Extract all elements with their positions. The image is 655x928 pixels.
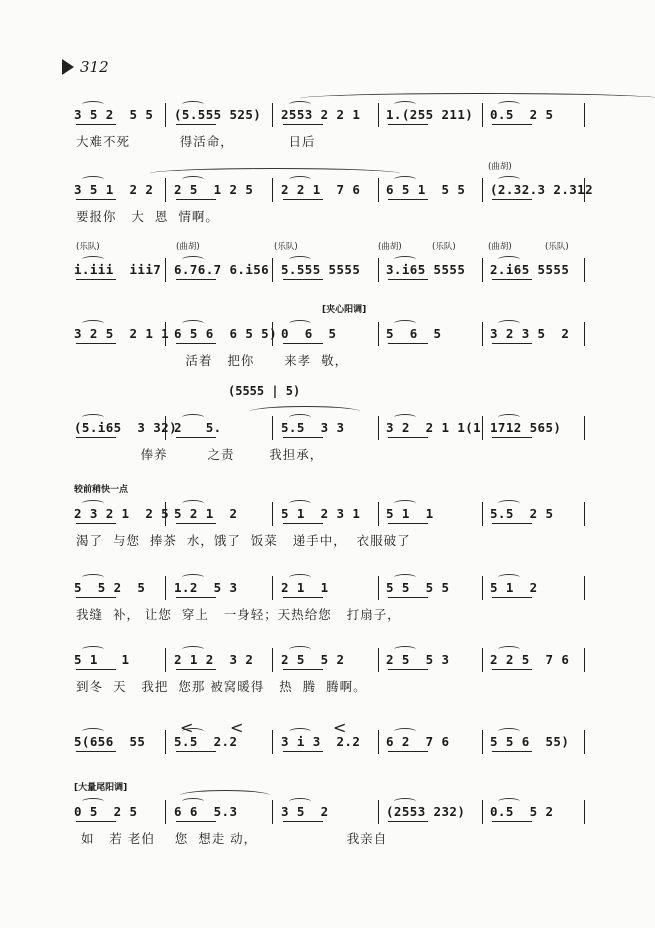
section-marker: 较前稍快一点 bbox=[74, 485, 129, 495]
section-marker: [大量尾阳调] bbox=[74, 783, 128, 793]
slur-mark bbox=[82, 500, 104, 507]
beam-underline bbox=[492, 124, 532, 125]
beam-underline bbox=[388, 343, 428, 344]
slur-mark bbox=[498, 414, 520, 421]
barline bbox=[378, 103, 379, 127]
slur-mark bbox=[289, 500, 311, 507]
measure: 5 1 2 3 1 bbox=[281, 506, 361, 521]
barline bbox=[584, 103, 585, 127]
score-system bbox=[0, 783, 655, 850]
slur-mark bbox=[498, 320, 520, 327]
measure: 2 5 5 2 bbox=[281, 652, 345, 667]
measure: 3 2 3 5 2 bbox=[490, 326, 570, 341]
slur-mark bbox=[498, 500, 520, 507]
measure: 2 3 2 1 2 5 bbox=[74, 506, 170, 521]
lyric-line: 我缝 补， 让您 穿上 一身轻；天热给您 打扇子， bbox=[76, 607, 401, 622]
slur-mark bbox=[82, 646, 104, 653]
barline bbox=[482, 648, 483, 672]
beam-underline bbox=[283, 821, 323, 822]
score-system bbox=[0, 485, 655, 552]
beam-underline bbox=[388, 279, 428, 280]
slur-mark bbox=[289, 574, 311, 581]
measure: 2 5 1 2 5 bbox=[174, 182, 254, 197]
beam-underline bbox=[176, 199, 216, 200]
beam-underline bbox=[76, 523, 116, 524]
barline bbox=[584, 416, 585, 440]
score-system bbox=[0, 242, 655, 308]
beam-underline bbox=[492, 751, 532, 752]
barline bbox=[272, 800, 273, 824]
barline bbox=[165, 322, 166, 346]
barline bbox=[378, 502, 379, 526]
beam-underline bbox=[492, 199, 532, 200]
slur-mark bbox=[394, 728, 416, 735]
barline bbox=[482, 103, 483, 127]
beam-underline bbox=[388, 124, 428, 125]
arrow-icon bbox=[62, 59, 74, 75]
beam-underline bbox=[76, 199, 116, 200]
instrument-cue: (曲胡) bbox=[488, 162, 512, 172]
barline bbox=[272, 730, 273, 754]
measure: 5 1 1 bbox=[74, 652, 130, 667]
barline bbox=[378, 648, 379, 672]
slur-mark bbox=[289, 728, 311, 735]
score-system bbox=[0, 103, 655, 153]
slur-mark bbox=[394, 798, 416, 805]
measure: 3 5 2 bbox=[281, 804, 329, 819]
barline bbox=[378, 576, 379, 600]
measure: 2.i65 5555 bbox=[490, 262, 570, 277]
beam-underline bbox=[283, 751, 323, 752]
slur-mark bbox=[82, 176, 104, 183]
measure: 3 2 5 2 1 1 bbox=[74, 326, 170, 341]
barline bbox=[482, 258, 483, 282]
score-system bbox=[0, 576, 655, 626]
barline bbox=[378, 800, 379, 824]
barline bbox=[584, 576, 585, 600]
barline bbox=[584, 648, 585, 672]
barline bbox=[272, 576, 273, 600]
slur-mark bbox=[182, 320, 204, 327]
beam-underline bbox=[283, 279, 323, 280]
beam-underline bbox=[492, 523, 532, 524]
barline bbox=[584, 502, 585, 526]
barline bbox=[165, 178, 166, 202]
beam-underline bbox=[283, 597, 323, 598]
slur-mark bbox=[498, 574, 520, 581]
barline bbox=[378, 322, 379, 346]
measure: 6 5 6 6 5 5) bbox=[174, 326, 278, 341]
slur-mark bbox=[182, 646, 204, 653]
measure: 1.2 5 3 bbox=[174, 580, 238, 595]
barline bbox=[165, 258, 166, 282]
score-system bbox=[0, 384, 655, 466]
barline bbox=[165, 416, 166, 440]
slur-mark bbox=[498, 798, 520, 805]
instrument-cue: (乐队) bbox=[545, 242, 569, 252]
phrase-slur bbox=[250, 406, 360, 417]
barline bbox=[584, 322, 585, 346]
beam-underline bbox=[388, 669, 428, 670]
instrument-cue: < bbox=[230, 718, 244, 737]
page-header bbox=[62, 58, 109, 76]
measure: 6 6 5.3 bbox=[174, 804, 238, 819]
measure: 0 5 2 5 bbox=[74, 804, 138, 819]
page-number: 312 bbox=[80, 58, 109, 76]
beam-underline bbox=[283, 124, 323, 125]
beam-underline bbox=[388, 821, 428, 822]
barline bbox=[482, 576, 483, 600]
beam-underline bbox=[492, 343, 532, 344]
slur-mark bbox=[182, 414, 204, 421]
slur-mark bbox=[289, 256, 311, 263]
beam-underline bbox=[176, 597, 216, 598]
barline bbox=[482, 322, 483, 346]
slur-mark bbox=[82, 414, 104, 421]
beam-underline bbox=[176, 279, 216, 280]
measure: 2 5. bbox=[174, 420, 222, 435]
measure: 5 5 6 55) bbox=[490, 734, 570, 749]
beam-underline bbox=[492, 437, 532, 438]
measure: 6.76.7 6.i56 bbox=[174, 262, 270, 277]
measure: 2553 2 2 1 bbox=[281, 107, 361, 122]
score-system bbox=[0, 305, 655, 372]
measure: 3 5 1 2 2 bbox=[74, 182, 154, 197]
lyric-line: 大难不死 得活命， 日后 bbox=[76, 134, 316, 149]
barline bbox=[378, 258, 379, 282]
beam-underline bbox=[388, 437, 428, 438]
slur-mark bbox=[498, 646, 520, 653]
lyric-line: 如 若 老伯 您 想走 动， 我亲自 bbox=[76, 831, 388, 846]
beam-underline bbox=[388, 751, 428, 752]
beam-underline bbox=[176, 821, 216, 822]
barline bbox=[378, 178, 379, 202]
slur-mark bbox=[182, 101, 204, 108]
barline bbox=[272, 416, 273, 440]
barline bbox=[482, 730, 483, 754]
slur-mark bbox=[498, 728, 520, 735]
instrument-cue: (乐队) bbox=[76, 242, 100, 252]
measure: 1.(255 211) bbox=[386, 107, 474, 122]
barline bbox=[165, 648, 166, 672]
slur-mark bbox=[289, 798, 311, 805]
barline bbox=[272, 103, 273, 127]
beam-underline bbox=[76, 279, 116, 280]
score-system bbox=[0, 648, 655, 698]
phrase-slur bbox=[150, 168, 400, 179]
measure: 3 2 2 1 1(1 bbox=[386, 420, 482, 435]
beam-underline bbox=[283, 437, 323, 438]
instrument-cue: (乐队) bbox=[432, 242, 456, 252]
measure: 6 2 7 6 bbox=[386, 734, 450, 749]
slur-mark bbox=[394, 256, 416, 263]
beam-underline bbox=[492, 669, 532, 670]
beam-underline bbox=[283, 199, 323, 200]
barline bbox=[378, 730, 379, 754]
measure: 5 1 2 bbox=[490, 580, 538, 595]
instrument-cue: (5555 | 5) bbox=[228, 384, 301, 398]
barline bbox=[272, 648, 273, 672]
beam-underline bbox=[76, 124, 116, 125]
measure: (2553 232) bbox=[386, 804, 466, 819]
beam-underline bbox=[492, 821, 532, 822]
barline bbox=[165, 730, 166, 754]
slur-mark bbox=[82, 728, 104, 735]
slur-mark bbox=[394, 646, 416, 653]
measure: 0 6 5 bbox=[281, 326, 337, 341]
beam-underline bbox=[492, 279, 532, 280]
barline bbox=[272, 502, 273, 526]
measure: 5 5 5 5 bbox=[386, 580, 450, 595]
measure: (5.i65 3 32) bbox=[74, 420, 178, 435]
barline bbox=[584, 258, 585, 282]
barline bbox=[482, 416, 483, 440]
beam-underline bbox=[492, 597, 532, 598]
instrument-cue: < bbox=[333, 718, 347, 737]
section-marker: [夹心阳调] bbox=[322, 305, 367, 315]
barline bbox=[272, 178, 273, 202]
beam-underline bbox=[76, 437, 116, 438]
instrument-cue: (曲胡) bbox=[176, 242, 200, 252]
measure: 5.5 3 3 bbox=[281, 420, 345, 435]
lyric-line: 活着 把你 来孝 敬， bbox=[76, 353, 349, 368]
barline bbox=[272, 322, 273, 346]
barline bbox=[165, 502, 166, 526]
slur-mark bbox=[82, 574, 104, 581]
slur-mark bbox=[394, 574, 416, 581]
slur-mark bbox=[289, 320, 311, 327]
barline bbox=[584, 730, 585, 754]
barline bbox=[165, 103, 166, 127]
slur-mark bbox=[498, 256, 520, 263]
beam-underline bbox=[176, 669, 216, 670]
barline bbox=[165, 800, 166, 824]
phrase-slur bbox=[300, 93, 655, 104]
beam-underline bbox=[176, 751, 216, 752]
barline bbox=[378, 416, 379, 440]
barline bbox=[482, 178, 483, 202]
slur-mark bbox=[82, 101, 104, 108]
slur-mark bbox=[394, 500, 416, 507]
measure: 3.i65 5555 bbox=[386, 262, 466, 277]
lyric-line: 俸养 之责 我担承， bbox=[76, 447, 324, 462]
barline bbox=[584, 178, 585, 202]
beam-underline bbox=[176, 343, 216, 344]
measure: 5.555 5555 bbox=[281, 262, 361, 277]
barline bbox=[482, 800, 483, 824]
measure: 5.5 2.2 bbox=[174, 734, 238, 749]
measure: 2 1 2 3 2 bbox=[174, 652, 254, 667]
slur-mark bbox=[182, 574, 204, 581]
measure: 2 2 1 7 6 bbox=[281, 182, 361, 197]
barline bbox=[482, 502, 483, 526]
slur-mark bbox=[394, 414, 416, 421]
instrument-cue: (曲胡) bbox=[488, 242, 512, 252]
score-system bbox=[0, 718, 655, 780]
instrument-cue: (曲胡) bbox=[378, 242, 402, 252]
measure: 1712 565) bbox=[490, 420, 562, 435]
beam-underline bbox=[283, 523, 323, 524]
measure: i.iii iii7 bbox=[74, 262, 162, 277]
slur-mark bbox=[82, 798, 104, 805]
beam-underline bbox=[176, 437, 216, 438]
barline bbox=[165, 576, 166, 600]
lyric-line: 渴了 与您 捧茶 水，饿了 饭菜 递手中， 衣服破了 bbox=[76, 533, 411, 548]
beam-underline bbox=[76, 751, 116, 752]
measure: (2.32.3 2.312 bbox=[490, 182, 594, 197]
beam-underline bbox=[76, 343, 116, 344]
beam-underline bbox=[76, 669, 116, 670]
measure: (5.555 525) bbox=[174, 107, 262, 122]
slur-mark bbox=[182, 500, 204, 507]
measure: 5(656 55 bbox=[74, 734, 146, 749]
slur-mark bbox=[182, 728, 204, 735]
beam-underline bbox=[388, 597, 428, 598]
slur-mark bbox=[82, 320, 104, 327]
measure: 6 5 1 5 5 bbox=[386, 182, 466, 197]
slur-mark bbox=[82, 256, 104, 263]
beam-underline bbox=[283, 669, 323, 670]
measure: 5 1 1 bbox=[386, 506, 434, 521]
measure: 5 2 1 2 bbox=[174, 506, 238, 521]
measure: 5.5 2 5 bbox=[490, 506, 554, 521]
measure: 5 6 5 bbox=[386, 326, 442, 341]
instrument-cue: < bbox=[180, 718, 194, 737]
measure: 3 i 3 2.2 bbox=[281, 734, 361, 749]
measure: 2 5 5 3 bbox=[386, 652, 450, 667]
measure: 3 5 2 5 5 bbox=[74, 107, 154, 122]
measure: 2 1 1 bbox=[281, 580, 329, 595]
barline bbox=[584, 800, 585, 824]
measure: 0.5 5 2 bbox=[490, 804, 554, 819]
beam-underline bbox=[388, 199, 428, 200]
beam-underline bbox=[76, 821, 116, 822]
beam-underline bbox=[76, 597, 116, 598]
beam-underline bbox=[176, 523, 216, 524]
barline bbox=[272, 258, 273, 282]
measure: 2 2 5 7 6 bbox=[490, 652, 570, 667]
lyric-line: 要报你 大 恩 情啊。 bbox=[76, 209, 219, 224]
beam-underline bbox=[176, 124, 216, 125]
slur-mark bbox=[498, 176, 520, 183]
phrase-slur bbox=[180, 790, 270, 801]
instrument-cue: (乐队) bbox=[274, 242, 298, 252]
beam-underline bbox=[283, 343, 323, 344]
score-system bbox=[0, 162, 655, 228]
slur-mark bbox=[394, 320, 416, 327]
slur-mark bbox=[289, 646, 311, 653]
measure: 0.5 2 5 bbox=[490, 107, 554, 122]
measure: 5 5 2 5 bbox=[74, 580, 146, 595]
slur-mark bbox=[182, 256, 204, 263]
lyric-line: 到冬 天 我把 您那 被窝暖得 热 腾 腾啊。 bbox=[76, 679, 367, 694]
beam-underline bbox=[388, 523, 428, 524]
